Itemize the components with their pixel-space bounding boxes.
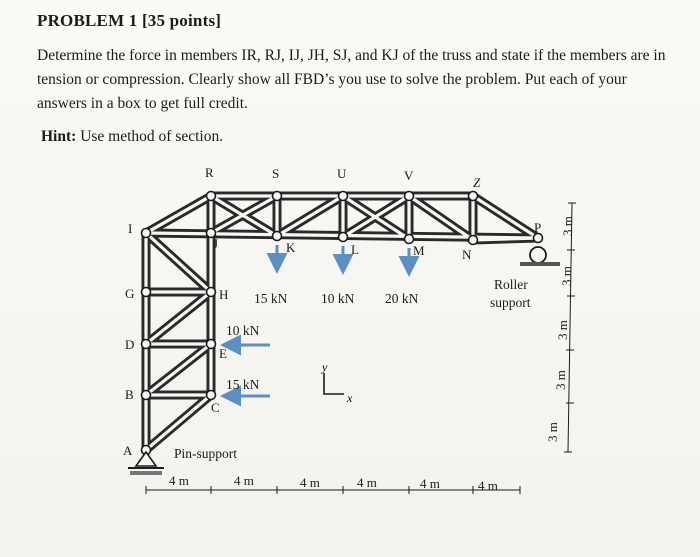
axis-y-label: y (322, 360, 328, 374)
problem-statement: Determine the force in members IR, RJ, IJ, JH, SJ, and KJ of the truss and state if the members are in tension or compression. Clearly show all FBD’s you use to solve the problem. Put each of your answers in a box to get full credit. (37, 47, 666, 112)
joint-c (207, 391, 216, 400)
hint-label: Hint: (41, 128, 77, 145)
label-e: E (219, 346, 227, 361)
dim-v-2: 3 m (559, 266, 574, 286)
joint-b (142, 391, 151, 400)
load-label-e: 10 kN (226, 323, 260, 338)
joint-z (469, 192, 478, 201)
joint-u (339, 192, 348, 201)
joint-r (207, 192, 216, 201)
load-label-m: 20 kN (385, 291, 419, 306)
label-j: J (213, 236, 219, 251)
label-u: U (337, 166, 347, 181)
label-l: L (351, 242, 359, 257)
hint-text: Use method of section. (76, 128, 224, 145)
joint-n (469, 236, 478, 245)
label-h: H (219, 287, 229, 302)
joint-e (207, 340, 216, 349)
vertical-loads (277, 245, 409, 271)
label-s: S (272, 166, 280, 181)
dim-h-3: 4 m (300, 475, 320, 490)
dim-v-3: 3 m (555, 320, 570, 340)
pin-support-label: Pin-support (174, 446, 238, 461)
coordinate-axes (321, 360, 353, 405)
dim-h-4: 4 m (357, 475, 377, 490)
joint-h (207, 288, 216, 297)
label-g: G (125, 286, 135, 301)
dim-v-5: 3 m (545, 422, 560, 442)
vertical-dimensions (545, 203, 576, 452)
label-k: K (286, 240, 296, 255)
label-d: D (125, 337, 135, 352)
horizontal-dimensions (146, 473, 520, 494)
dim-h-6: 4 m (478, 478, 498, 493)
load-label-c: 15 kN (226, 377, 260, 392)
problem-heading: PROBLEM 1 [35 points] (37, 11, 222, 30)
joint-d (142, 340, 151, 349)
roller-label-line2: support (490, 295, 531, 310)
label-i: I (128, 221, 133, 236)
label-p: P (534, 220, 542, 235)
joint-s (273, 192, 282, 201)
label-z: Z (473, 175, 481, 190)
joint-k (273, 232, 282, 241)
label-a: A (123, 443, 133, 458)
dim-h-1: 4 m (169, 473, 189, 488)
label-m: M (413, 243, 425, 258)
roller-label-line1: Roller (494, 277, 528, 292)
label-v: V (404, 168, 414, 183)
label-c: C (211, 400, 220, 415)
label-b: B (125, 387, 134, 402)
dim-v-4: 3 m (553, 370, 568, 390)
joint-i (142, 229, 151, 238)
joint-v (405, 192, 414, 201)
dim-h-2: 4 m (234, 473, 254, 488)
axis-x-label: x (347, 391, 353, 405)
label-r: R (205, 165, 214, 180)
load-label-l: 10 kN (321, 291, 355, 306)
dim-v-1: 3 m (560, 216, 575, 236)
label-n: N (462, 247, 472, 262)
pin-support (128, 452, 164, 473)
dim-h-5: 4 m (420, 476, 440, 491)
joint-l (339, 233, 348, 242)
roller-support (520, 247, 560, 264)
load-labels (226, 291, 419, 392)
load-label-k: 15 kN (254, 291, 288, 306)
joint-g (142, 288, 151, 297)
